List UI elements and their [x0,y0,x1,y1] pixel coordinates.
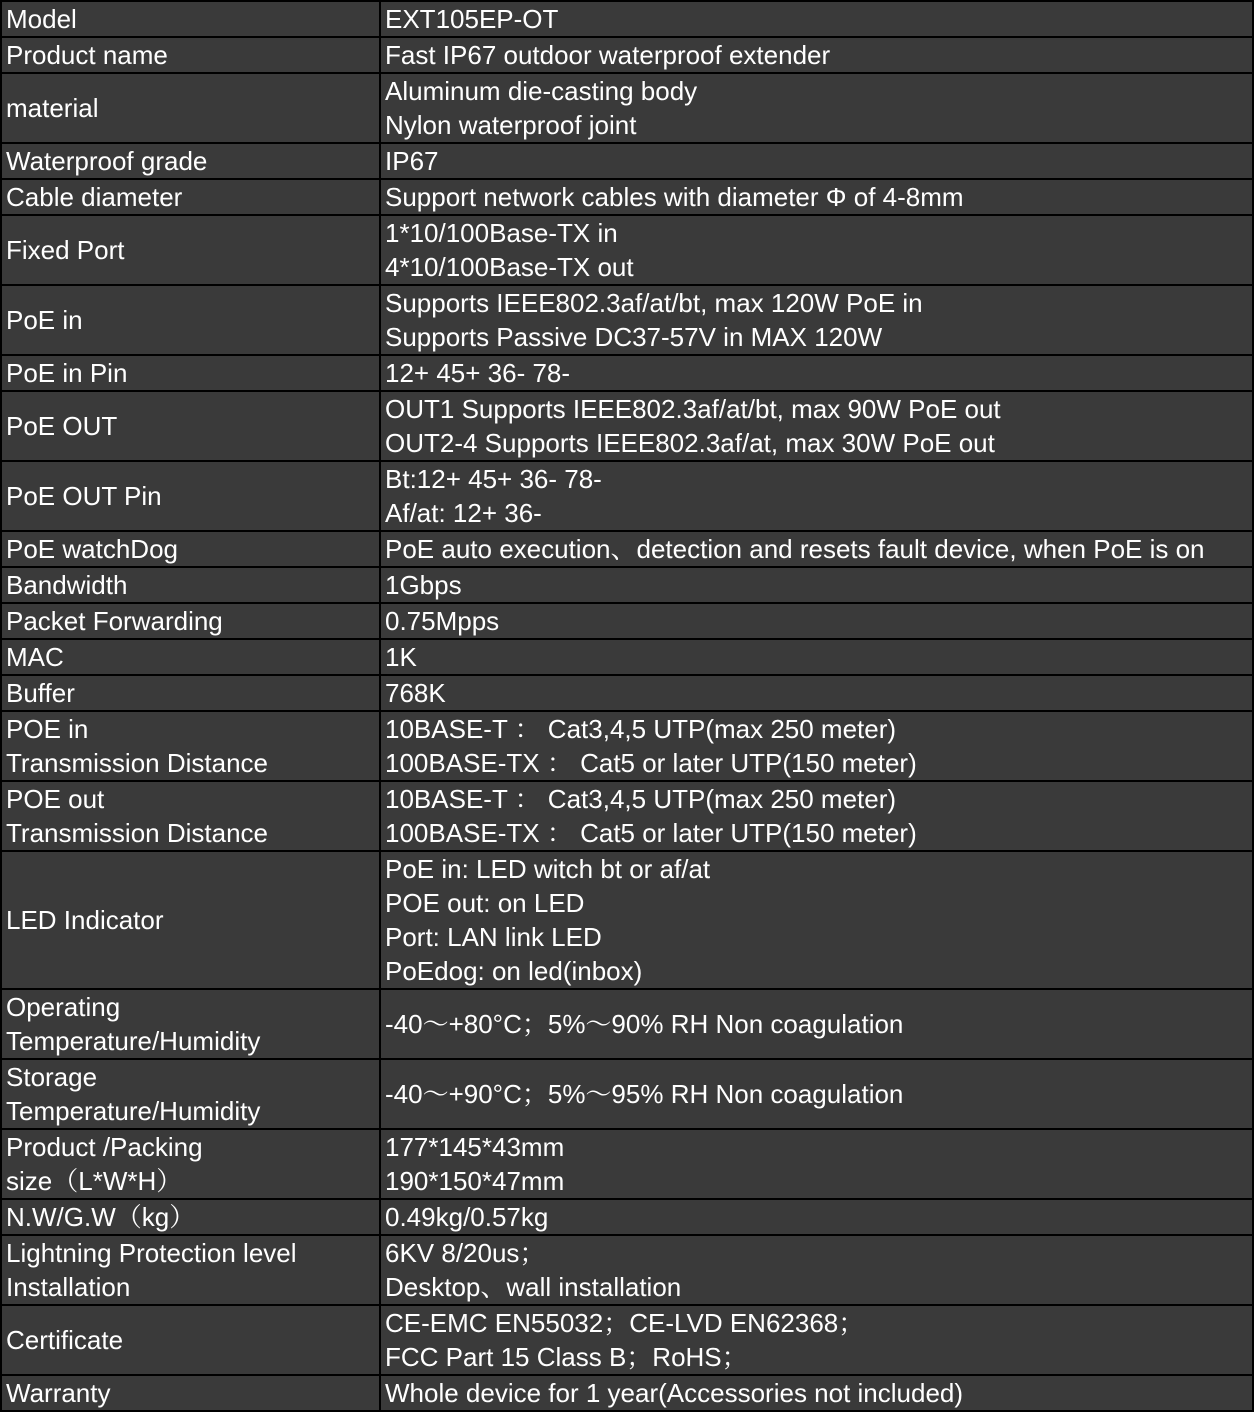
spec-label-cell [1,1129,380,1199]
spec-row [1,37,1253,73]
spec-value: Aluminum die-casting body [385,76,698,106]
spec-row [1,639,1253,675]
spec-value: -40～+90°C；5%～95% RH Non coagulation [385,1079,904,1109]
spec-label-cell [1,1199,380,1235]
spec-row [1,781,1253,851]
spec-value: OUT2-4 Supports IEEE802.3af/at, max 30W PoE out [385,428,995,458]
spec-value: 6KV 8/20us； [385,1238,546,1268]
spec-value-cell [380,37,1253,73]
spec-label: PoE OUT [6,411,118,441]
spec-row [1,567,1253,603]
spec-label-cell [1,355,380,391]
spec-label-cell [1,989,380,1059]
spec-row [1,675,1253,711]
spec-value: 190*150*47mm [385,1166,565,1196]
spec-label-cell [1,391,380,461]
spec-value-cell [380,1059,1253,1129]
spec-row [1,461,1253,531]
spec-value: CE-EMC EN55032；CE-LVD EN62368； [385,1308,865,1338]
spec-label: Cable diameter [6,182,183,212]
spec-label: Temperature/Humidity [6,1096,261,1126]
spec-value: 12+ 45+ 36- 78- [385,358,571,388]
spec-label-cell [1,851,380,989]
spec-value-cell [380,1375,1253,1411]
spec-label: Fixed Port [6,235,125,265]
spec-row [1,989,1253,1059]
spec-value: IP67 [385,146,439,176]
spec-label: Model [6,4,77,34]
spec-value: POE out: on LED [385,888,585,918]
spec-value: Whole device for 1 year(Accessories not included) [385,1378,964,1408]
spec-label: POE in [6,714,89,744]
spec-label-cell [1,285,380,355]
spec-value-cell [380,143,1253,179]
spec-label: POE out [6,784,105,814]
spec-row [1,711,1253,781]
spec-label: Waterproof grade [6,146,208,176]
spec-label: Bandwidth [6,570,128,600]
spec-value: Support network cables with diameter Φ of 4-8mm [385,182,964,212]
spec-label-cell [1,781,380,851]
spec-label: PoE in Pin [6,358,128,388]
spec-label: Installation [6,1272,131,1302]
spec-label: material [6,93,99,123]
spec-label-cell [1,461,380,531]
spec-label: Transmission Distance [6,748,269,778]
spec-value: 100BASE-TX ： Cat5 or later UTP(150 meter) [385,818,917,848]
spec-label-cell [1,37,380,73]
spec-value: PoE auto execution、detection and resets fault device, when PoE is on [385,534,1205,564]
spec-label: Product /Packing [6,1132,203,1162]
spec-row [1,1199,1253,1235]
spec-value: 0.75Mpps [385,606,500,636]
spec-row [1,1375,1253,1411]
spec-value-cell [380,851,1253,989]
spec-value-cell [380,285,1253,355]
spec-value: -40～+80°C；5%～90% RH Non coagulation [385,1009,904,1039]
spec-table-body [1,1,1253,1411]
spec-value: FCC Part 15 Class B；RoHS； [385,1342,748,1372]
spec-label: PoE watchDog [6,534,178,564]
spec-row [1,1059,1253,1129]
spec-value: Desktop、wall installation [385,1272,682,1302]
spec-label: Buffer [6,678,75,708]
spec-row [1,1129,1253,1199]
spec-label: Warranty [6,1378,111,1408]
spec-label-cell [1,675,380,711]
spec-value-cell [380,461,1253,531]
spec-value-cell [380,1,1253,37]
spec-row [1,1235,1253,1305]
spec-label-cell [1,1375,380,1411]
spec-label-cell [1,711,380,781]
spec-value-cell [380,391,1253,461]
spec-value: 10BASE-T ： Cat3,4,5 UTP(max 250 meter) [385,784,897,814]
spec-label: MAC [6,642,64,672]
spec-label: PoE in [6,305,83,335]
spec-value: PoE in: LED witch bt or af/at [385,854,711,884]
spec-value: 177*145*43mm [385,1132,565,1162]
spec-value: Fast IP67 outdoor waterproof extender [385,40,831,70]
spec-value-cell [380,603,1253,639]
spec-label-cell [1,1235,380,1305]
spec-label-cell [1,603,380,639]
spec-label-cell [1,1305,380,1375]
spec-label: LED Indicator [6,905,164,935]
spec-label-cell [1,567,380,603]
spec-value-cell [380,1199,1253,1235]
spec-label-cell [1,531,380,567]
spec-value-cell [380,639,1253,675]
spec-value: Supports Passive DC37-57V in MAX 120W [385,322,883,352]
spec-value-cell [380,355,1253,391]
spec-value: Supports IEEE802.3af/at/bt, max 120W PoE in [385,288,923,318]
spec-label-cell [1,1059,380,1129]
spec-label-cell [1,143,380,179]
spec-value: OUT1 Supports IEEE802.3af/at/bt, max 90W PoE out [385,394,1001,424]
spec-value: EXT105EP-OT [385,4,559,34]
spec-value: Nylon waterproof joint [385,110,637,140]
spec-label-cell [1,179,380,215]
spec-value-cell [380,179,1253,215]
spec-row [1,391,1253,461]
spec-value: 10BASE-T ： Cat3,4,5 UTP(max 250 meter) [385,714,897,744]
spec-value-cell [380,215,1253,285]
spec-row [1,603,1253,639]
spec-label: Packet Forwarding [6,606,223,636]
spec-label: Lightning Protection level [6,1238,297,1268]
spec-row [1,215,1253,285]
spec-label: PoE OUT Pin [6,481,162,511]
spec-row [1,179,1253,215]
spec-value-cell [380,1129,1253,1199]
spec-label: N.W/G.W（kg） [6,1202,196,1232]
spec-label: Operating [6,992,121,1022]
spec-value: PoEdog: on led(inbox) [385,956,643,986]
spec-value-cell [380,1305,1253,1375]
spec-value-cell [380,531,1253,567]
spec-label: Product name [6,40,168,70]
spec-value-cell [380,567,1253,603]
spec-label-cell [1,639,380,675]
spec-label-cell [1,1,380,37]
spec-value: Bt:12+ 45+ 36- 78- [385,464,602,494]
spec-value-cell [380,781,1253,851]
spec-row [1,285,1253,355]
spec-value: 1*10/100Base-TX in [385,218,618,248]
spec-value-cell [380,1235,1253,1305]
spec-value: Port: LAN link LED [385,922,602,952]
spec-value-cell [380,73,1253,143]
spec-label-cell [1,73,380,143]
spec-row [1,1,1253,37]
spec-label: Temperature/Humidity [6,1026,261,1056]
spec-value: 4*10/100Base-TX out [385,252,634,282]
spec-row [1,143,1253,179]
spec-label: Storage [6,1062,98,1092]
spec-label: size（L*W*H） [6,1166,183,1196]
spec-row [1,851,1253,989]
spec-value: Af/at: 12+ 36- [385,498,542,528]
spec-value: 1Gbps [385,570,462,600]
spec-row [1,531,1253,567]
spec-value-cell [380,711,1253,781]
spec-row [1,73,1253,143]
spec-value: 0.49kg/0.57kg [385,1202,549,1232]
spec-value-cell [380,675,1253,711]
spec-row [1,355,1253,391]
spec-label: Transmission Distance [6,818,269,848]
spec-value: 1K [385,642,417,672]
spec-label: Certificate [6,1325,124,1355]
spec-value: 100BASE-TX ： Cat5 or later UTP(150 meter) [385,748,917,778]
spec-value: 768K [385,678,446,708]
spec-row [1,1305,1253,1375]
spec-label-cell [1,215,380,285]
spec-value-cell [380,989,1253,1059]
